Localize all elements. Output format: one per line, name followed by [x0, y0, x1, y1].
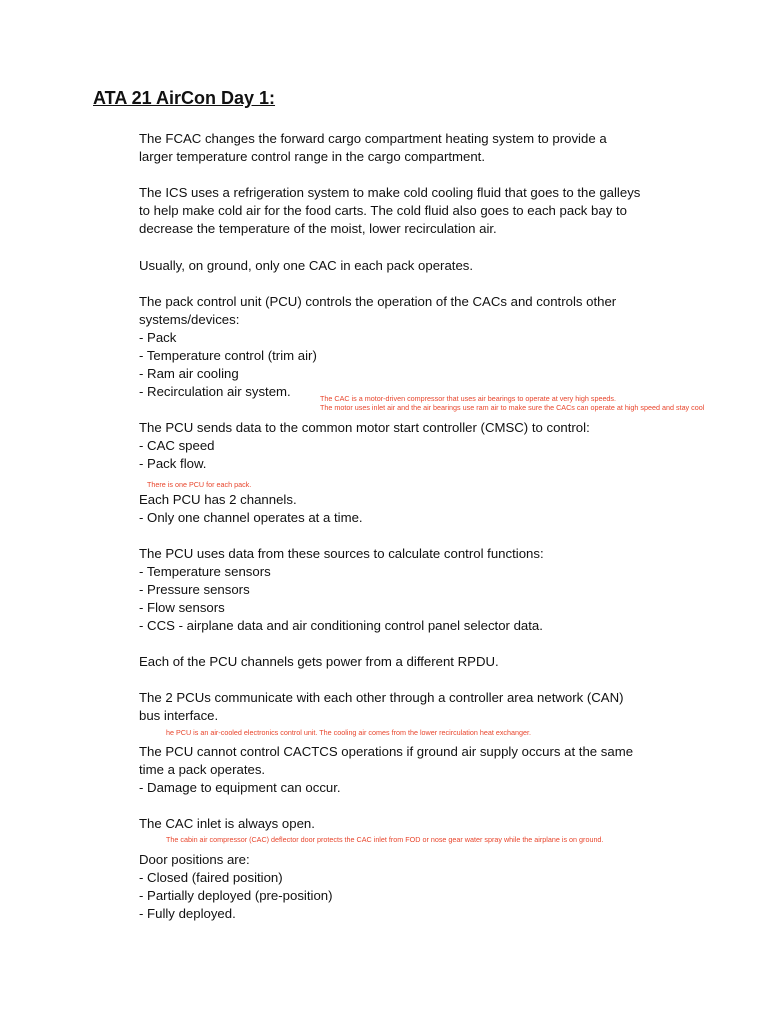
- body-line: The 2 PCUs communicate with each other through a controller area network (CAN): [139, 690, 624, 705]
- body-line: Each of the PCU channels gets power from a different RPDU.: [139, 654, 499, 669]
- body-line: The pack control unit (PCU) controls the operation of the CACs and controls other: [139, 294, 617, 309]
- annotation-note: The motor uses inlet air and the air bearings use ram air to make sure the CACs can operate at high speed and stay cool: [320, 403, 705, 412]
- body-line: The FCAC changes the forward cargo compartment heating system to provide a: [139, 131, 607, 146]
- list-item: - Ram air cooling: [139, 366, 239, 381]
- list-item: - CAC speed: [139, 438, 215, 453]
- body-line: decrease the temperature of the moist, lower recirculation air.: [139, 221, 497, 236]
- list-item: - Closed (faired position): [139, 870, 283, 885]
- annotation-note: There is one PCU for each pack.: [147, 480, 252, 489]
- body-line: systems/devices:: [139, 312, 240, 327]
- list-item: - CCS - airplane data and air conditioning control panel selector data.: [139, 618, 543, 633]
- list-item: - Flow sensors: [139, 600, 225, 615]
- body-line: The PCU cannot control CACTCS operations if ground air supply occurs at the same: [139, 744, 634, 759]
- body-line: The CAC inlet is always open.: [139, 816, 315, 831]
- annotation-note: he PCU is an air-cooled electronics control unit. The cooling air comes from the lower recirculation heat exchanger.: [166, 728, 532, 737]
- annotation-note: The CAC is a motor-driven compressor that uses air bearings to operate at very high speeds.: [320, 394, 617, 403]
- page-title: ATA 21 AirCon Day 1:: [93, 88, 276, 108]
- list-item: - Recirculation air system.: [139, 384, 291, 399]
- annotation-note: The cabin air compressor (CAC) deflector door protects the CAC inlet from FOD or nose gear water spray while the airplane is on ground.: [166, 835, 604, 844]
- body-line: The PCU sends data to the common motor start controller (CMSC) to control:: [139, 420, 590, 435]
- body-line: time a pack operates.: [139, 762, 266, 777]
- body-line: The PCU uses data from these sources to calculate control functions:: [139, 546, 544, 561]
- body-line: larger temperature control range in the cargo compartment.: [139, 149, 485, 164]
- list-item: - Pack flow.: [139, 456, 207, 471]
- list-item: - Pressure sensors: [139, 582, 250, 597]
- body-line: The ICS uses a refrigeration system to make cold cooling fluid that goes to the galleys: [139, 185, 641, 200]
- list-item: - Damage to equipment can occur.: [139, 780, 341, 795]
- body-line: bus interface.: [139, 708, 219, 723]
- body-line: Door positions are:: [139, 852, 250, 867]
- list-item: - Pack: [139, 330, 177, 345]
- list-item: - Temperature sensors: [139, 564, 271, 579]
- body-line: to help make cold air for the food carts. The cold fluid also goes to each pack bay to: [139, 203, 627, 218]
- list-item: - Temperature control (trim air): [139, 348, 317, 363]
- body-line: Usually, on ground, only one CAC in each pack operates.: [139, 258, 474, 273]
- list-item: - Partially deployed (pre-position): [139, 888, 333, 903]
- list-item: - Fully deployed.: [139, 906, 236, 921]
- body-line: Each PCU has 2 channels.: [139, 492, 297, 507]
- list-item: - Only one channel operates at a time.: [139, 510, 363, 525]
